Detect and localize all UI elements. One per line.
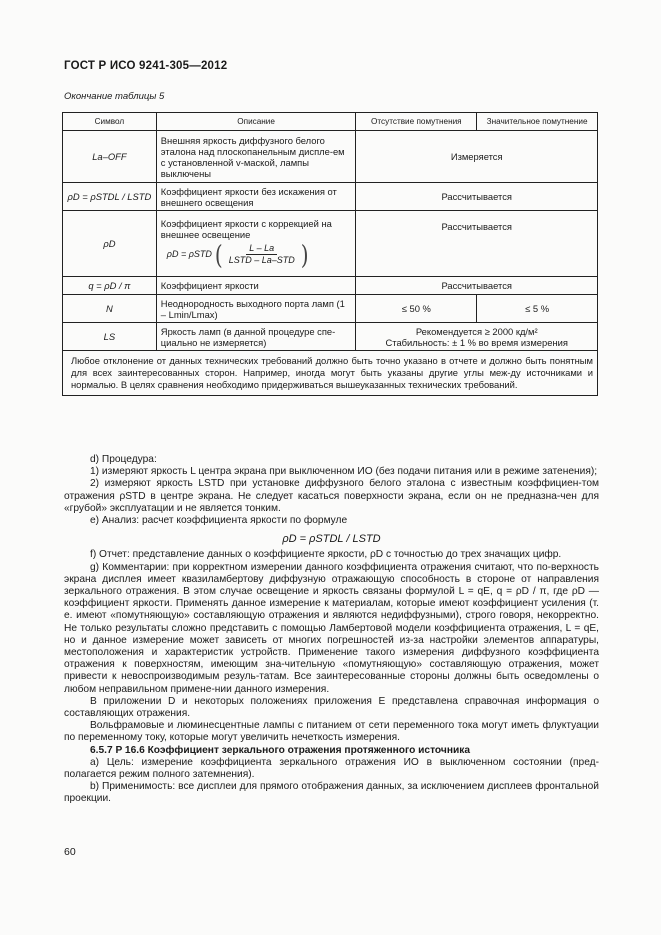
- formula-denominator: LSTD – La–STD: [228, 255, 295, 265]
- value-cell: [356, 323, 598, 351]
- description-cell: Коэффициент яркости без искажения от внешнего освещения: [156, 183, 356, 211]
- table-row: [63, 211, 598, 277]
- value-cell: Рассчитывается: [356, 211, 598, 277]
- paragraph: 2) измеряют яркость LSTD при установке диффузного белого эталона с известным коэффициен-том отражения ρSTD в центре экрана. Не следует касаться поверхности экрана, если он не предназна-чен для «грубой» эксплуатации и не является тонким.: [64, 478, 599, 514]
- paragraph: Вольфрамовые и люминесцентные лампы с питанием от сети переменного тока могут иметь флуктуации по переменному току, которые могут увеличить нечеткость измерения.: [64, 720, 599, 744]
- paragraph: e) Анализ: расчет коэффициента яркости по формуле: [90, 515, 348, 527]
- paren-left: (: [214, 238, 223, 271]
- description-cell: Внешняя яркость диффузного белого эталона над плоскопанельным диспле-ем с установленной v-маской, лампы выключены: [156, 131, 356, 183]
- paragraph: f) Отчет: представление данных о коэффициенте яркости, ρD с точностью до трех значащих цифр.: [90, 549, 562, 561]
- symbol-cell: La–OFF: [63, 131, 157, 183]
- page-number: 60: [64, 846, 76, 858]
- table-row: [63, 183, 598, 211]
- col-header-no-haze: Отсутствие помутнения: [356, 113, 477, 131]
- equation: ρD = ρSTDL / LSTD: [282, 533, 381, 546]
- document-header: ГОСТ Р ИСО 9241-305—2012: [64, 60, 228, 72]
- table-note-row: [63, 351, 598, 396]
- symbol-cell: ρD: [63, 211, 157, 277]
- description-cell: Коэффициент яркости: [156, 277, 356, 295]
- description-cell: [156, 211, 356, 277]
- paragraph: a) Цель: измерение коэффициента зеркального отражения ИО в выключенном состоянии (пред-полагается режим полного затемнения).: [64, 756, 599, 781]
- table-row: [63, 131, 598, 183]
- symbol-cell: q = ρD / π: [63, 277, 157, 295]
- paragraph: 1) измеряют яркость L центра экрана при выключенном ИО (без подачи питания или в режиме затенения);: [90, 466, 598, 478]
- col-header-symbol: Символ: [63, 113, 157, 131]
- paragraph: В приложении D и некоторых положениях приложения E представлена справочная информация о составляющих отражения.: [64, 695, 599, 720]
- paren-right: ): [300, 238, 309, 271]
- table-header-row: [63, 113, 598, 131]
- description-cell: Яркость ламп (в данной процедуре спе-циально не измеряется): [156, 323, 356, 351]
- table-caption: Окончание таблицы 5: [64, 91, 165, 102]
- value-cell: Рассчитывается: [356, 277, 598, 295]
- formula: [166, 238, 352, 271]
- value-cell: ≤ 5 %: [477, 295, 598, 323]
- body-text: [64, 454, 599, 806]
- section-heading: 6.5.7 P 16.6 Коэффициент зеркального отражения протяженного источника: [90, 744, 470, 756]
- formula-fraction: [226, 243, 298, 266]
- col-header-haze: Значительное помутнение: [477, 113, 598, 131]
- table-note: Любое отклонение от данных технических требований должно быть точно указано в отчете и должно быть понятным для всех заинтересованных сторон. Например, иногда могут быть указаны другие углы меж-ду источниками и нормалью. В целях сравнения необходимо придерживаться вышеуказанных технических требований.: [63, 351, 598, 396]
- paragraph: g) Комментарии: при корректном измерении данного коэффициента отражения считают, что по-верхность экрана дисплея имеет квазиламбертову диффузную отражающую способность в стороне от направления зеркального отражения. В этом случае освещение и яркость связаны формулой L = qE, q = ρD / π, где ρD — коэффициент яркости. Применять данное измерение к материалам, которые имеют коэффициент усиления (т. е. имеют «помутняющую» составляющую отражения и являются недиффузными), строго говоря, некорректно. Не только результаты сложно представить с помощью Ламбертовой модели коэффициента отражения, L = qE, но и данное измерение может зависеть от многих погрешностей из-за настройки элементов аппаратуры, местоположения и характеристик устройств. Применение такого измерения диффузного коэффициента отражения к поверхностям, имеющим зна-чительную «помутняющую» составляющую отражения, может привести к невоспроизводимым резуль-татам. Все заинтересованные стороны должны быть осведомлены о любом неправильном примене-нии данного измерения.: [64, 561, 599, 695]
- description-cell: Неоднородность выходного порта ламп (1 – Lmin/Lmax): [156, 295, 356, 323]
- value-line: Рекомендуется ≥ 2000 кд/м²: [415, 325, 538, 337]
- formula-numerator: L – La: [246, 243, 277, 255]
- symbol-cell: N: [63, 295, 157, 323]
- symbol-cell: LS: [63, 323, 157, 351]
- value-cell: Рассчитывается: [356, 183, 598, 211]
- col-header-description: Описание: [156, 113, 356, 131]
- value-cell: Измеряется: [356, 131, 598, 183]
- description-text: Коэффициент яркости с коррекцией на внешнее освещение: [160, 218, 332, 240]
- table-row: [63, 323, 598, 351]
- value-cell: ≤ 50 %: [356, 295, 477, 323]
- paragraph: d) Процедура:: [90, 454, 157, 465]
- parameters-table: [62, 112, 598, 396]
- paragraph: b) Применимость: все дисплеи для прямого отображения данных, за исключением дисплеев фронтальной проекции.: [64, 781, 599, 805]
- value-line: Стабильность: ± 1 % во время измерения: [385, 336, 568, 348]
- formula-lhs: ρD = ρSTD: [166, 249, 212, 259]
- table-row: [63, 277, 598, 295]
- symbol-cell: ρD = ρSTDL / LSTD: [63, 183, 157, 211]
- table-row: [63, 295, 598, 323]
